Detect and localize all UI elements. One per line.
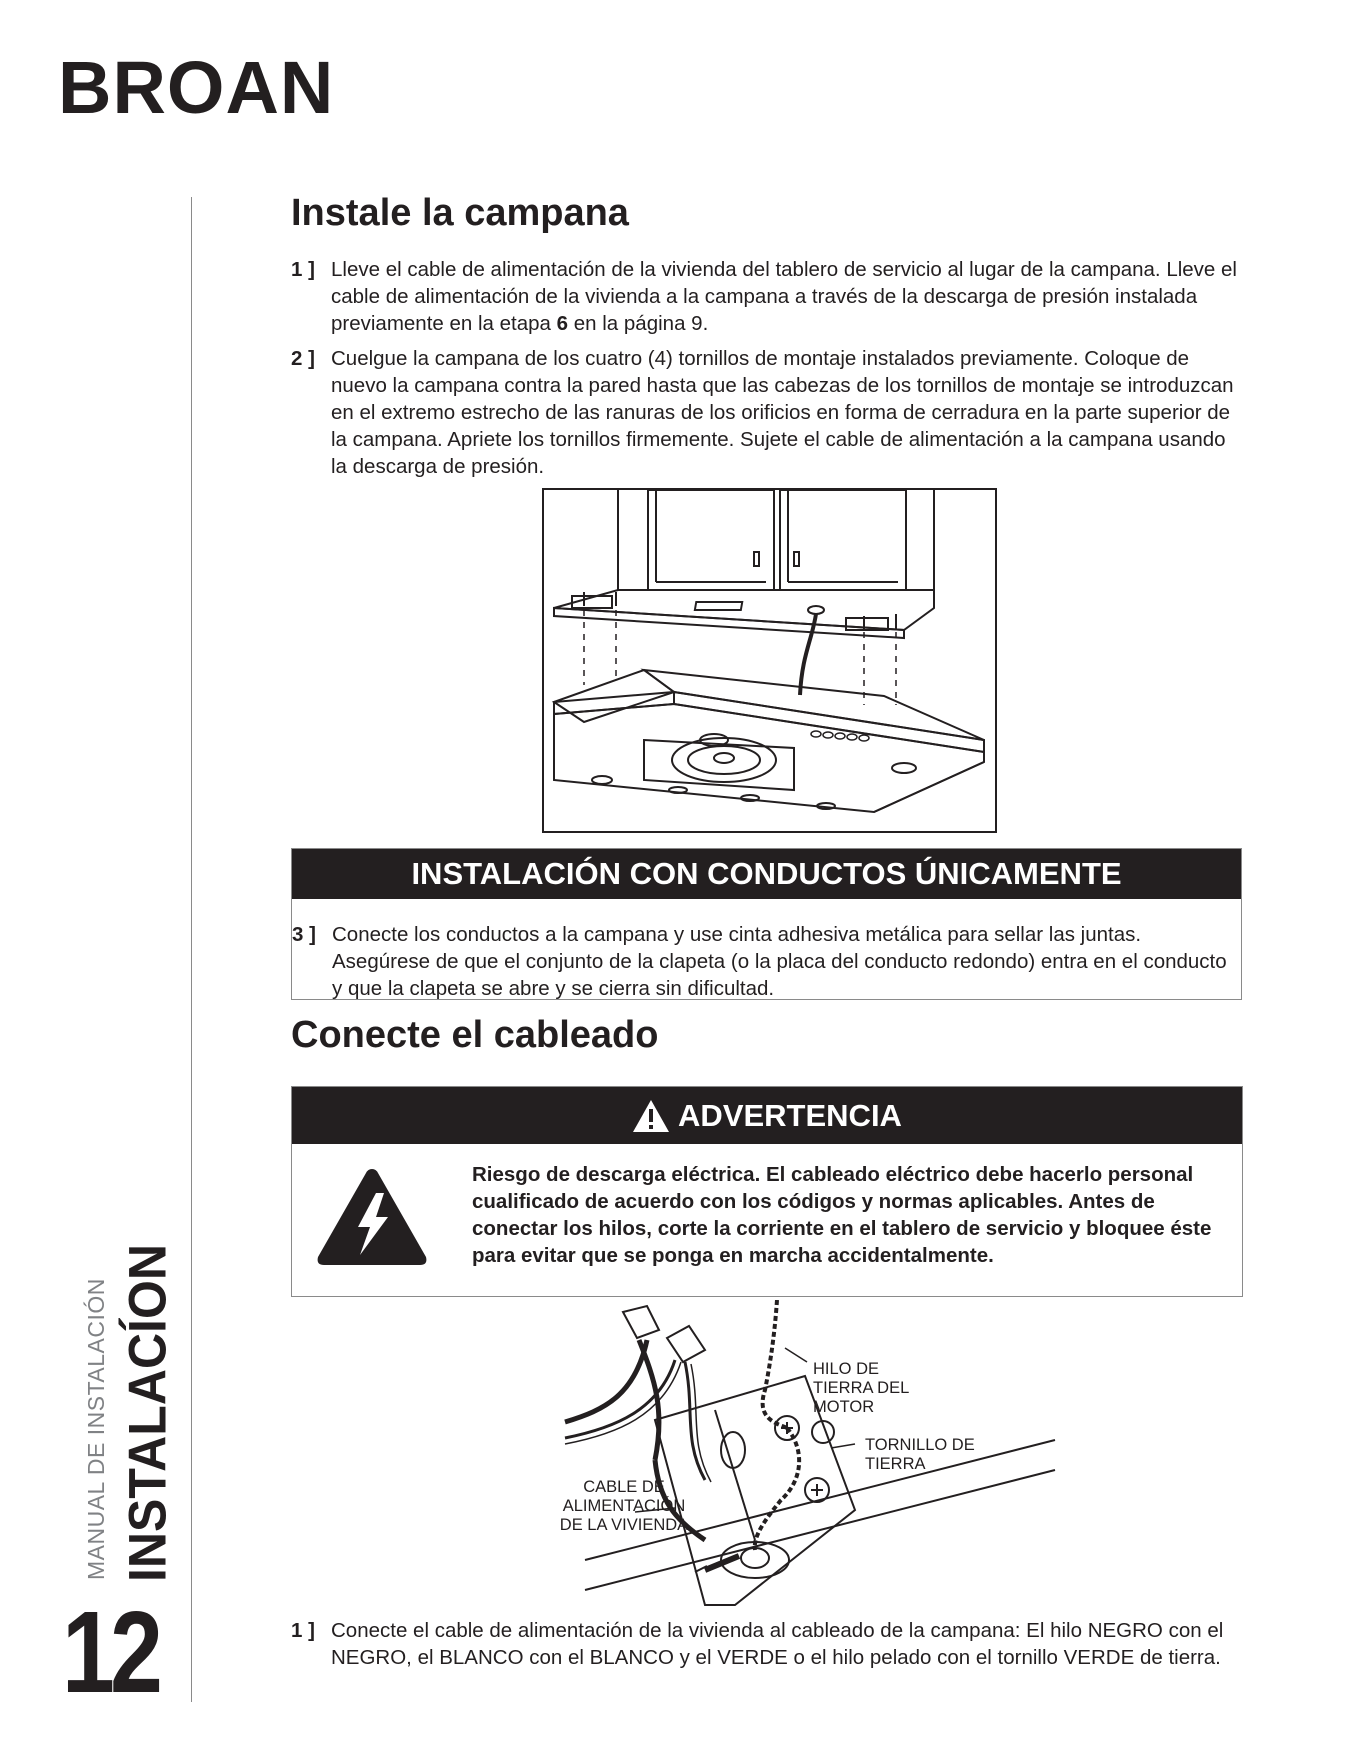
step-number: 2 ] (291, 347, 315, 370)
warning-text: Riesgo de descarga eléctrica. El cableado eléctrico debe hacerlo personal cualificado de acuerdo con los códigos y normas aplicables. Antes de conectar los hilos, corte la corriente en el tablero de servicio y bloquee éste para evitar que se ponga en marcha accidentalmente. (472, 1163, 1212, 1267)
step-number: 3 ] (292, 923, 316, 946)
warning-box (291, 1086, 1243, 1297)
warning-title: ADVERTENCIA (678, 1097, 902, 1133)
step-2-install (291, 345, 1241, 480)
step-text: Conecte el cable de alimentación de la vivienda al cableado de la campana: El hilo NEGRO con el NEGRO, el BLANCO con el BLANCO y el VERDE o el hilo pelado con el tornillo VERDE de tierra. (331, 1619, 1224, 1669)
page-number: 12 (62, 1587, 158, 1717)
electric-shock-icon (314, 1165, 430, 1269)
step-text: Conecte los conductos a la campana y use cinta adhesiva metálica para sellar las juntas. Asegúrese de que el conjunto de la clapeta (o la placa del conducto redondo) entra en el conducto y que la clapeta se abre y se cierra sin dificultad. (332, 923, 1227, 1000)
step-1-wiring (291, 1617, 1241, 1671)
step-number: 1 ] (291, 258, 315, 281)
label-ground-screw: TORNILLO DE TIERRA (865, 1436, 975, 1473)
ducted-installation-box (291, 848, 1242, 1000)
label-ground-wire: HILO DE TIERRA DEL MOTOR (813, 1360, 909, 1416)
wiring-drawing (555, 1300, 1075, 1610)
sidebar-divider (191, 197, 192, 1702)
hood-mounting-illustration (542, 488, 997, 833)
hood-mounting-drawing (544, 490, 997, 833)
section-title-wiring: Conecte el cableado (291, 1014, 659, 1056)
label-power-cable: CABLE DE ALIMENTACIÓN DE LA VIVIENDA (559, 1478, 689, 1534)
warning-header (292, 1087, 1242, 1144)
logo-wordmark: BROAN (58, 46, 335, 129)
wiring-illustration (555, 1300, 1075, 1610)
warning-triangle-icon (632, 1099, 670, 1133)
section-label: INSTALACÍON (118, 1244, 177, 1582)
step-text: Lleve el cable de alimentación de la vivienda del tablero de servicio al lugar de la campana. Lleve el cable de alimentación de la vivienda a la campana a través de la descarga de presión instalada previamente en la etapa 6 en la página 9. (331, 258, 1237, 335)
step-3-ducts (292, 921, 1232, 1002)
step-1-install (291, 256, 1241, 337)
manual-label: MANUAL DE INSTALACIÓN (83, 1278, 109, 1580)
step-text: Cuelgue la campana de los cuatro (4) tornillos de montaje instalados previamente. Coloque de nuevo la campana contra la pared hasta que las cabezas de los tornillos de montaje se introduzcan en el extremo estrecho de las ranuras de los orificios en forma de cerradura en la parte superior de la campana. Apriete los tornillos firmemente. Sujete el cable de alimentación a la campana usando la descarga de presión. (331, 347, 1234, 478)
step-number: 1 ] (291, 1619, 315, 1642)
ducted-installation-header: INSTALACIÓN CON CONDUCTOS ÚNICAMENTE (292, 849, 1241, 899)
brand-logo (58, 46, 368, 129)
section-title-install-hood: Instale la campana (291, 192, 629, 234)
